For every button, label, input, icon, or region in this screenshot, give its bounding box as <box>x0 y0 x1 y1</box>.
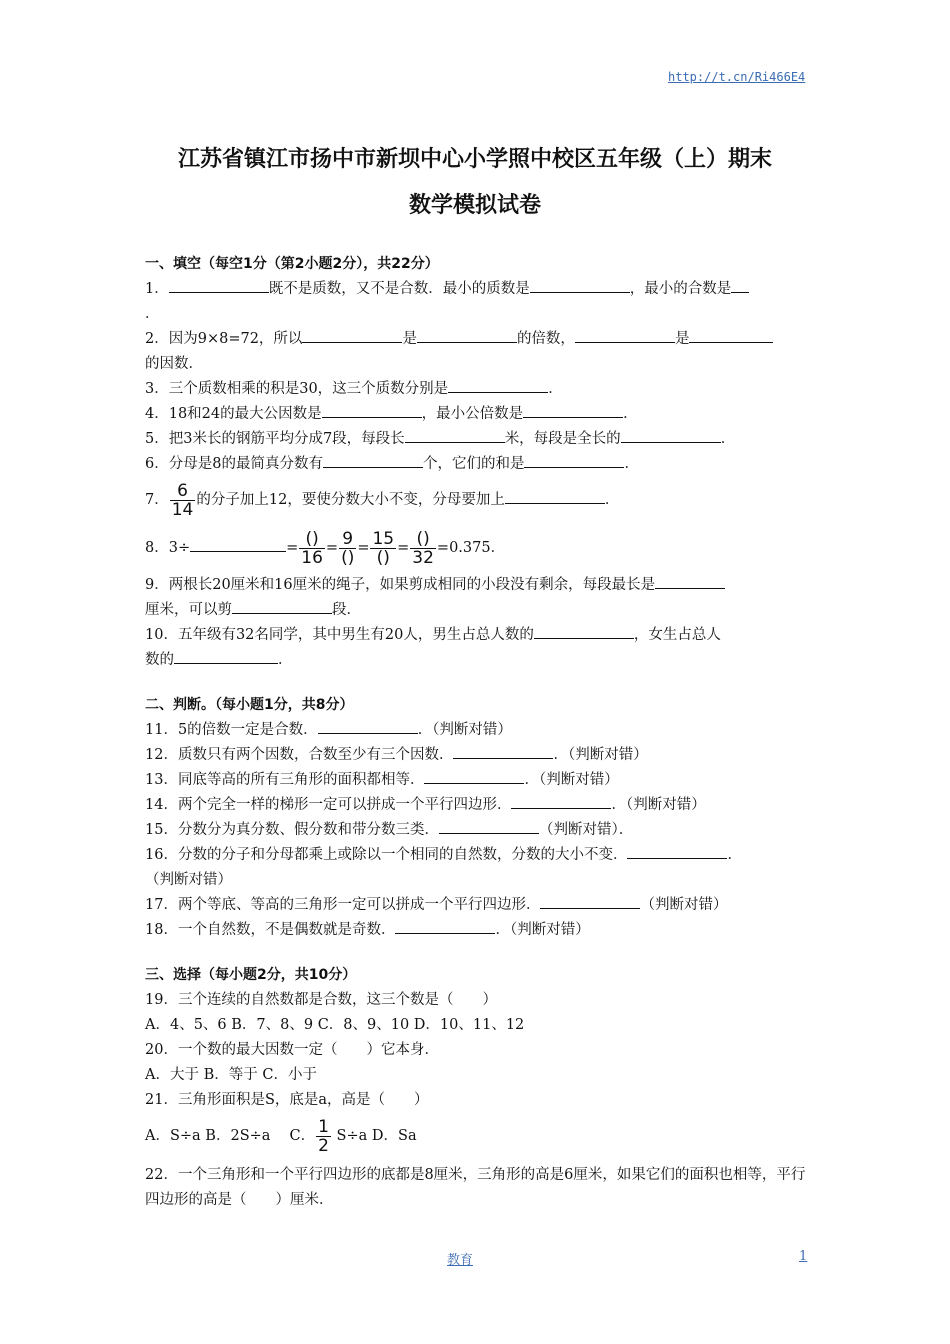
q9-end: 段． <box>332 602 361 618</box>
q8-fraction-4 <box>410 530 436 567</box>
question-20: 20．一个数的最大因数一定（ ）它本身． <box>145 1042 439 1058</box>
q11-end: ．（判断对错） <box>417 722 512 738</box>
q5-text: 5．把3米长的钢筋平均分成7段，每段长 <box>145 431 405 447</box>
q21-fraction <box>316 1118 331 1155</box>
page-number: 1 <box>799 1249 808 1264</box>
answer-blank <box>655 574 725 589</box>
q15-end: （判断对错）． <box>538 822 634 838</box>
section-heading-fill-blank: 一、填空（每空1分（第2小题2分），共22分） <box>145 256 439 272</box>
q13-text: 13．同底等高的所有三角形的面积都相等． <box>145 772 425 788</box>
q7-end: ． <box>604 492 620 508</box>
document-title-line1: 江苏省镇江市扬中市新坝中心小学照中校区五年级（上）期末 <box>177 147 772 172</box>
q12-text: 12．质数只有两个因数，合数至少有三个因数． <box>145 747 454 763</box>
q17-text: 17．两个等底、等高的三角形一定可以拼成一个平行四边形． <box>145 897 541 913</box>
q7-fraction <box>170 482 196 519</box>
q7-number: 7． <box>145 492 169 508</box>
q3-end: ． <box>548 381 563 397</box>
question-21: 21．三角形面积是S，底是a，高是（ ） <box>145 1092 429 1108</box>
answer-blank <box>689 328 773 343</box>
q8-f1-denominator: 16 <box>301 547 323 568</box>
q21-numerator: 1 <box>318 1116 329 1137</box>
question-19-options: A．4、5、6 B．7、8、9 C．8、9、10 D．10、11、12 <box>145 1017 525 1033</box>
q8-f4-numerator: () <box>410 530 436 549</box>
q16-end: ． <box>727 847 742 863</box>
q17-end: （判断对错） <box>640 897 728 913</box>
q1-text: 既不是质数，又不是合数．最小的质数是 <box>268 281 530 297</box>
q2-text: 2．因为9×8=72，所以 <box>145 331 303 347</box>
question-18 <box>145 918 810 943</box>
answer-blank <box>621 428 721 443</box>
q10-text: 10．五年级有32名同学，其中男生有20人，男生占总人数的 <box>145 627 534 643</box>
answer-blank <box>534 624 634 639</box>
q21-options-text: A．S÷a B．2S÷a C． <box>145 1128 316 1144</box>
q8-f1-numerator: () <box>299 530 325 549</box>
q9-text: 9．两根长20厘米和16厘米的绳子，如果剪成相同的小段没有剩余，每段最长是 <box>145 577 656 593</box>
question-1-end: ． <box>145 306 160 322</box>
header-url-link[interactable]: http://t.cn/Ri466E4 <box>668 70 806 84</box>
q2-text-3: 的倍数， <box>516 331 575 347</box>
q18-end: ．（判断对错） <box>495 922 590 938</box>
q7-numerator: 6 <box>170 482 196 501</box>
question-17 <box>145 893 810 918</box>
answer-blank <box>322 403 422 418</box>
answer-blank <box>511 794 611 809</box>
q8-end: =0.375． <box>436 540 506 556</box>
question-8 <box>145 525 810 571</box>
section-heading-multiple-choice: 三、选择（每小题2分，共10分） <box>145 967 357 983</box>
answer-blank <box>530 278 630 293</box>
q13-end: ．（判断对错） <box>524 772 619 788</box>
q1-number: 1． <box>145 281 169 297</box>
exam-content <box>145 252 810 1213</box>
question-21-options <box>145 1113 810 1159</box>
answer-blank <box>232 599 332 614</box>
q4-text-2: ，最小公倍数是 <box>421 406 524 422</box>
question-3 <box>145 377 810 402</box>
q8-fraction-2 <box>339 530 356 567</box>
q5-text-2: 米，每段是全长的 <box>504 431 621 447</box>
answer-blank <box>524 453 624 468</box>
q7-text: 的分子加上12，要使分数大小不变，分母要加上 <box>196 492 505 508</box>
q1-text-2: ，最小的合数是 <box>629 281 732 297</box>
answer-blank <box>448 378 548 393</box>
question-5 <box>145 427 810 452</box>
q15-text: 15．分数分为真分数、假分数和带分数三类． <box>145 822 439 838</box>
answer-blank <box>453 744 553 759</box>
q14-end: ．（判断对错） <box>611 797 706 813</box>
answer-blank <box>323 453 423 468</box>
q10-end: ． <box>278 652 293 668</box>
q21-denominator: 2 <box>318 1135 329 1156</box>
q14-text: 14．两个完全一样的梯形一定可以拼成一个平行四边形． <box>145 797 512 813</box>
question-13 <box>145 768 810 793</box>
section-heading-true-false: 二、判断。（每小题1分，共8分） <box>145 697 354 713</box>
q8-f2-denominator: () <box>341 547 355 568</box>
question-10 <box>145 623 810 648</box>
q12-end: ．（判断对错） <box>553 747 648 763</box>
answer-blank <box>169 278 269 293</box>
answer-blank <box>439 819 539 834</box>
answer-blank <box>417 328 517 343</box>
q5-end: ． <box>720 431 736 447</box>
answer-blank <box>575 328 675 343</box>
question-16 <box>145 843 810 868</box>
q2-text-4: 是 <box>674 331 690 347</box>
answer-blank <box>523 403 623 418</box>
q10-text-2: ，女生占总人 <box>633 627 721 643</box>
q18-text: 18．一个自然数，不是偶数就是奇数． <box>145 922 396 938</box>
q4-text: 4．18和24的最大公因数是 <box>145 406 322 422</box>
question-11 <box>145 718 810 743</box>
q3-text: 3．三个质数相乘的积是30，这三个质数分别是 <box>145 381 449 397</box>
answer-blank <box>190 537 286 552</box>
q6-end: ． <box>624 456 639 472</box>
answer-blank <box>302 328 402 343</box>
question-20-options: A．大于 B．等于 C．小于 <box>145 1067 317 1083</box>
q8-equals: = <box>397 540 410 556</box>
question-2 <box>145 327 810 352</box>
question-12 <box>145 743 810 768</box>
q7-denominator: 14 <box>171 499 194 520</box>
question-15 <box>145 818 810 843</box>
answer-blank <box>395 919 495 934</box>
answer-blank <box>318 719 418 734</box>
q8-f4-denominator: 32 <box>412 547 434 568</box>
answer-blank <box>405 428 505 443</box>
question-10-cont <box>145 648 810 673</box>
answer-blank <box>540 894 640 909</box>
question-22: 22．一个三角形和一个平行四边形的底都是8厘米，三角形的高是6厘米，如果它们的面积也相等，平行四边形的高是（ ）厘米． <box>145 1167 806 1208</box>
question-7 <box>145 477 810 523</box>
q8-f3-denominator: () <box>376 547 390 568</box>
q8-f2-numerator: 9 <box>339 530 356 549</box>
q6-text-2: 个，它们的和是 <box>422 456 525 472</box>
answer-blank <box>424 769 524 784</box>
question-4 <box>145 402 810 427</box>
question-9 <box>145 573 810 598</box>
question-14 <box>145 793 810 818</box>
answer-blank <box>505 489 605 504</box>
q11-text: 11．5的倍数一定是合数． <box>145 722 318 738</box>
answer-blank <box>627 844 727 859</box>
document-title-line2: 数学模拟试卷 <box>408 193 541 218</box>
q21-options-text-2: S÷a D．Sa <box>331 1128 417 1144</box>
footer-label[interactable]: 教育 <box>447 1253 474 1268</box>
q8-text: 8．3÷ <box>145 540 191 556</box>
q8-f3-numerator: 15 <box>372 528 395 549</box>
question-1 <box>145 277 810 302</box>
q10-text-3: 数的 <box>145 652 174 668</box>
answer-blank <box>174 649 278 664</box>
question-19: 19．三个连续的自然数都是合数，这三个数是（ ） <box>145 992 497 1008</box>
answer-blank <box>731 278 749 293</box>
q16-text: 16．分数的分子和分母都乘上或除以一个相同的自然数，分数的大小不变． <box>145 847 628 863</box>
q6-text: 6．分母是8的最简真分数有 <box>145 456 323 472</box>
question-16-cont: （判断对错） <box>145 872 232 888</box>
question-6 <box>145 452 810 477</box>
q8-equals: = <box>325 540 339 556</box>
q8-fraction-1 <box>299 530 325 567</box>
q8-fraction-3 <box>370 530 396 567</box>
question-9-cont <box>145 598 810 623</box>
q8-equals: = <box>357 540 370 556</box>
question-2-end: 的因数． <box>145 356 203 372</box>
q4-end: ． <box>623 406 638 422</box>
q8-equals: = <box>286 540 299 556</box>
q9-text-2: 厘米，可以剪 <box>145 602 232 618</box>
q2-text-2: 是 <box>402 331 417 347</box>
